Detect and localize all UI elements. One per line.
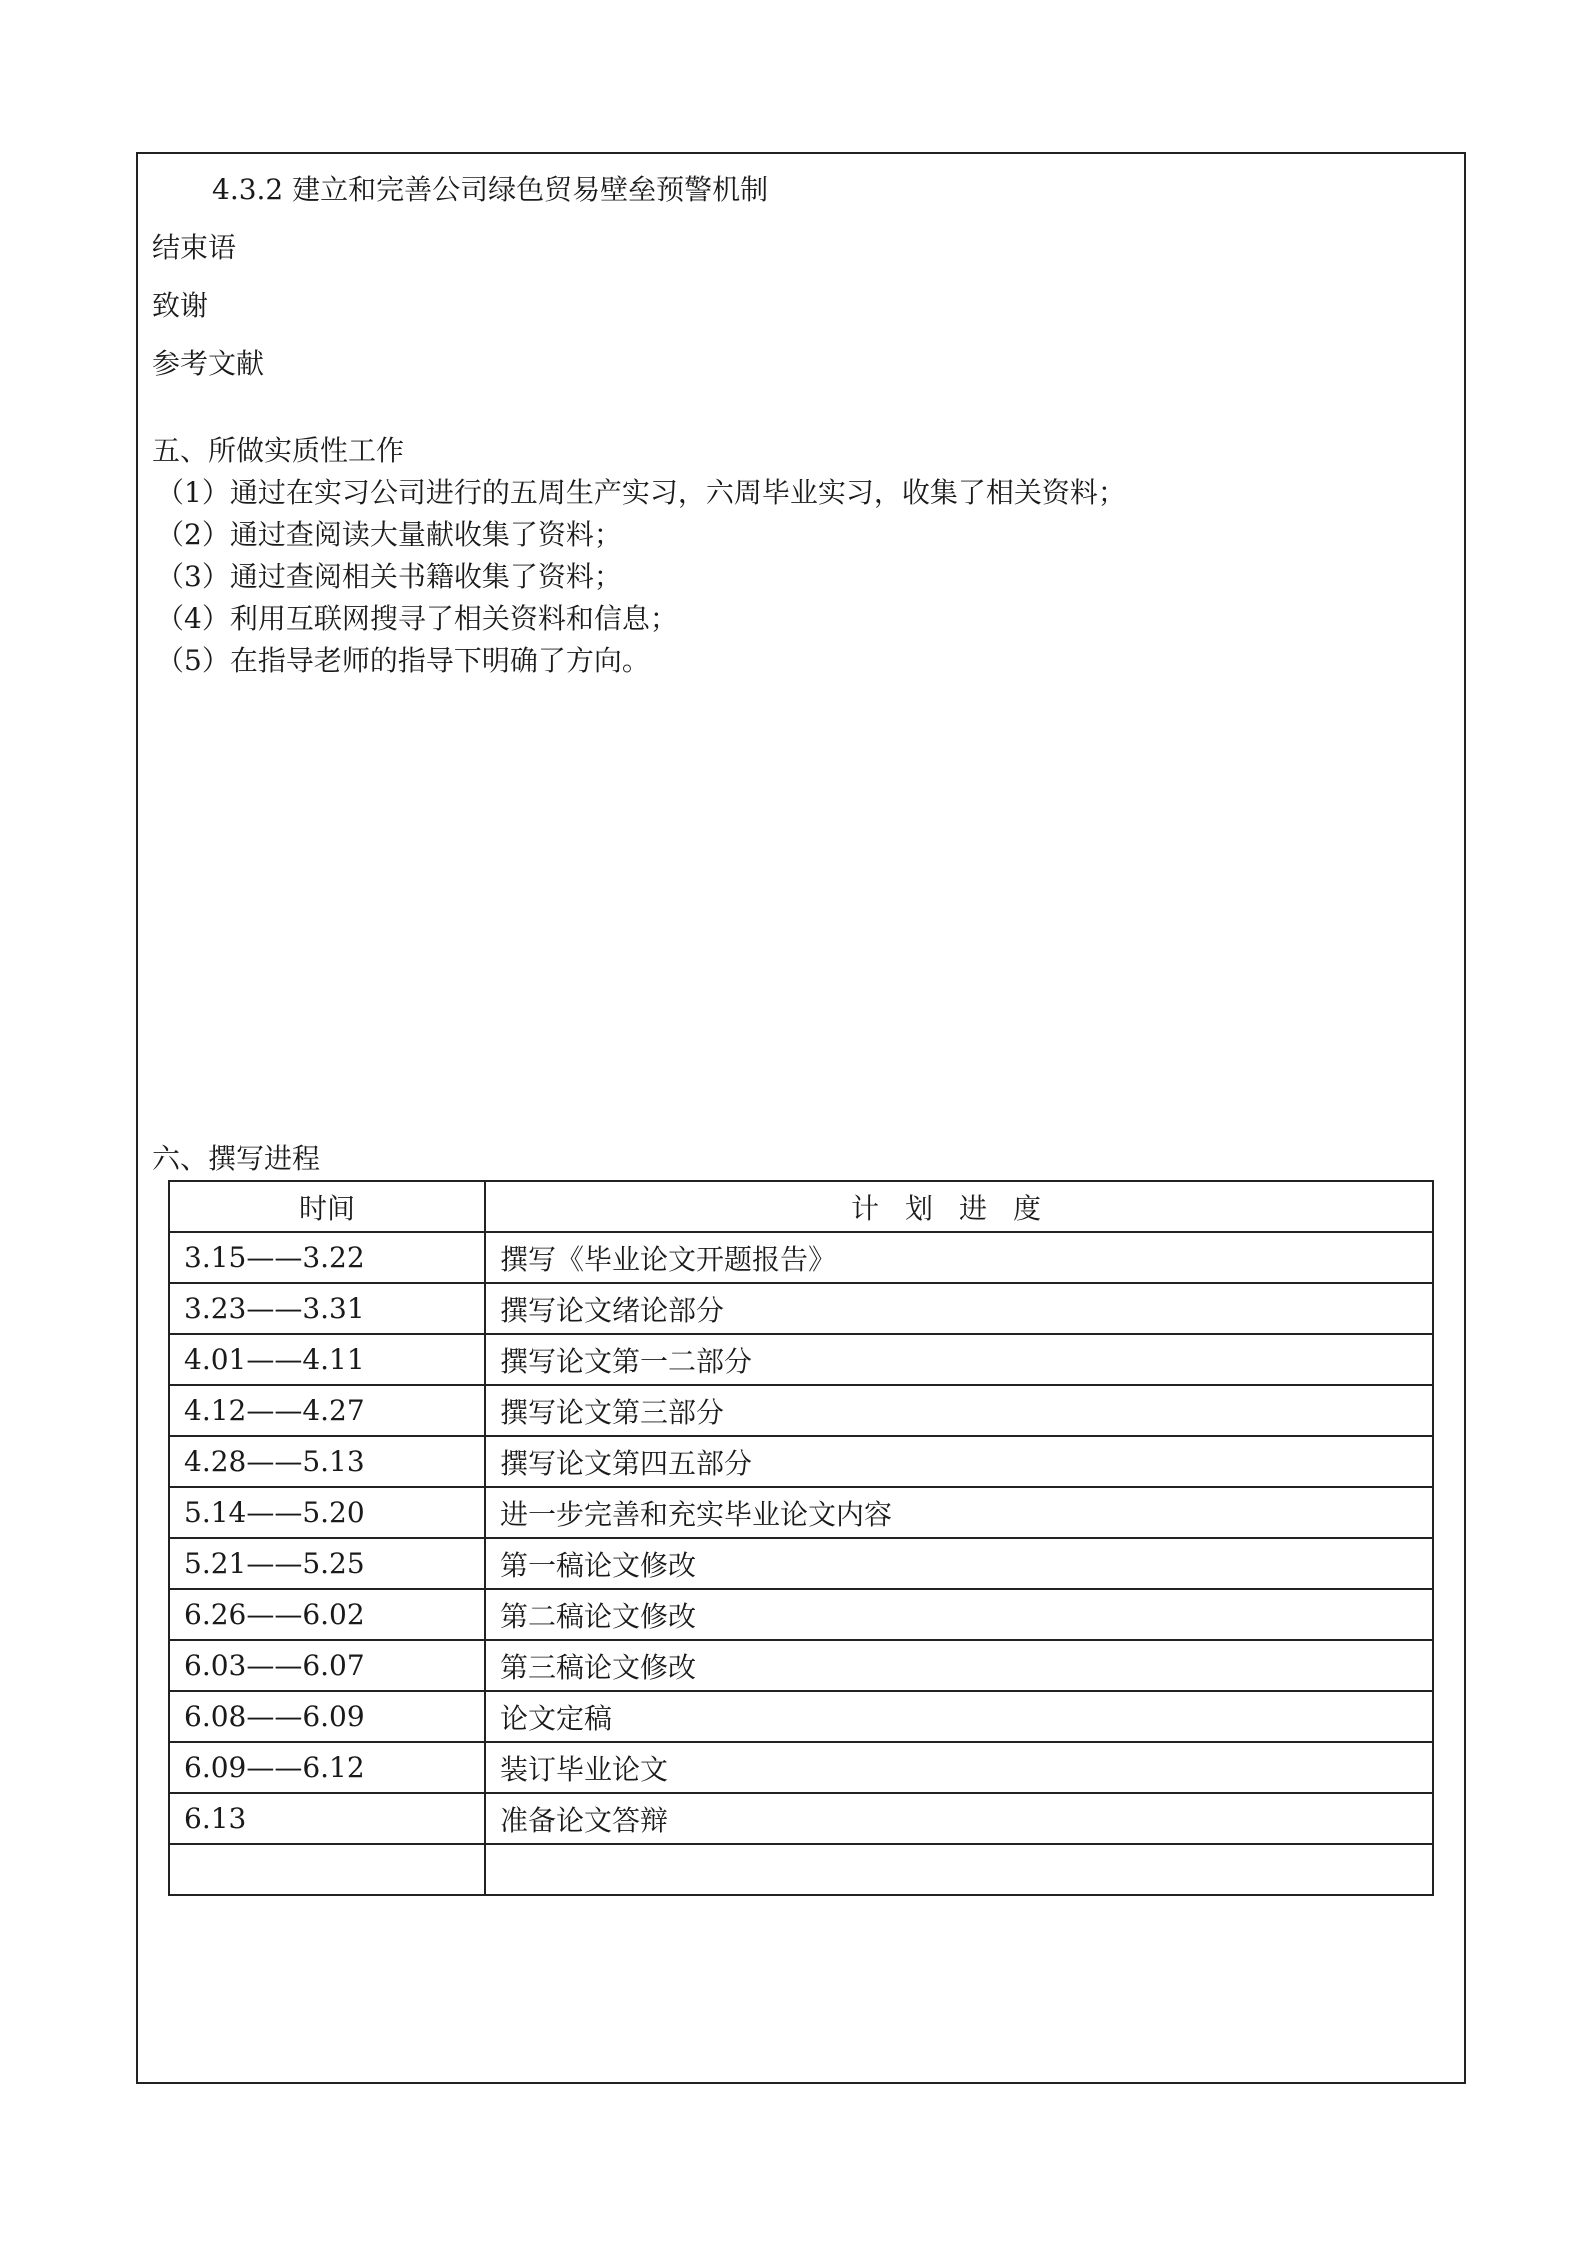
- header-time: 时间: [169, 1181, 485, 1232]
- section5-point-2: （2）通过查阅读大量献收集了资料；: [156, 518, 622, 551]
- cell-plan: 论文定稿: [485, 1691, 1433, 1742]
- cell-plan: [485, 1844, 1433, 1895]
- table-row: [169, 1793, 1433, 1844]
- cell-time: 3.23——3.31: [169, 1283, 485, 1334]
- cell-time: 6.08——6.09: [169, 1691, 485, 1742]
- cell-time: 6.03——6.07: [169, 1640, 485, 1691]
- table-row: [169, 1844, 1433, 1895]
- schedule-table: [168, 1180, 1434, 1896]
- cell-plan: 撰写论文第一二部分: [485, 1334, 1433, 1385]
- cell-time: 4.28——5.13: [169, 1436, 485, 1487]
- cell-plan: 第一稿论文修改: [485, 1538, 1433, 1589]
- section6-heading: 六、撰写进程: [152, 1142, 321, 1175]
- table-row: [169, 1283, 1433, 1334]
- table-row: [169, 1487, 1433, 1538]
- cell-plan: 第三稿论文修改: [485, 1640, 1433, 1691]
- cell-time: 5.21——5.25: [169, 1538, 485, 1589]
- outline-item-acknowledgement: 致谢: [152, 289, 209, 322]
- section5-point-1: （1）通过在实习公司进行的五周生产实习，六周毕业实习，收集了相关资料；: [156, 476, 1126, 509]
- table-row: [169, 1334, 1433, 1385]
- outline-item-references: 参考文献: [152, 347, 265, 380]
- cell-plan: 撰写论文绪论部分: [485, 1283, 1433, 1334]
- cell-time: 6.13: [169, 1793, 485, 1844]
- table-row: [169, 1589, 1433, 1640]
- cell-time: 3.15——3.22: [169, 1232, 485, 1283]
- cell-plan: 准备论文答辩: [485, 1793, 1433, 1844]
- table-row: [169, 1691, 1433, 1742]
- header-plan: 计划进度: [485, 1181, 1433, 1232]
- cell-time: 6.26——6.02: [169, 1589, 485, 1640]
- schedule-header-row: [169, 1181, 1433, 1232]
- cell-plan: 装订毕业论文: [485, 1742, 1433, 1793]
- cell-plan: 第二稿论文修改: [485, 1589, 1433, 1640]
- section5-point-5: （5）在指导老师的指导下明确了方向。: [156, 644, 650, 677]
- cell-plan: 进一步完善和充实毕业论文内容: [485, 1487, 1433, 1538]
- cell-time: 4.01——4.11: [169, 1334, 485, 1385]
- outline-item-conclusion: 结束语: [152, 231, 237, 264]
- table-row: [169, 1385, 1433, 1436]
- cell-time: 6.09——6.12: [169, 1742, 485, 1793]
- cell-plan: 撰写《毕业论文开题报告》: [485, 1232, 1433, 1283]
- section5-point-3: （3）通过查阅相关书籍收集了资料；: [156, 560, 622, 593]
- cell-plan: 撰写论文第三部分: [485, 1385, 1433, 1436]
- cell-time: [169, 1844, 485, 1895]
- cell-time: 5.14——5.20: [169, 1487, 485, 1538]
- outline-sub-item: 4.3.2 建立和完善公司绿色贸易壁垒预警机制: [212, 173, 769, 206]
- table-row: [169, 1640, 1433, 1691]
- cell-time: 4.12——4.27: [169, 1385, 485, 1436]
- table-row: [169, 1742, 1433, 1793]
- table-row: [169, 1436, 1433, 1487]
- section5-point-4: （4）利用互联网搜寻了相关资料和信息；: [156, 602, 678, 635]
- cell-plan: 撰写论文第四五部分: [485, 1436, 1433, 1487]
- section5-heading: 五、所做实质性工作: [152, 434, 405, 467]
- table-row: [169, 1232, 1433, 1283]
- table-row: [169, 1538, 1433, 1589]
